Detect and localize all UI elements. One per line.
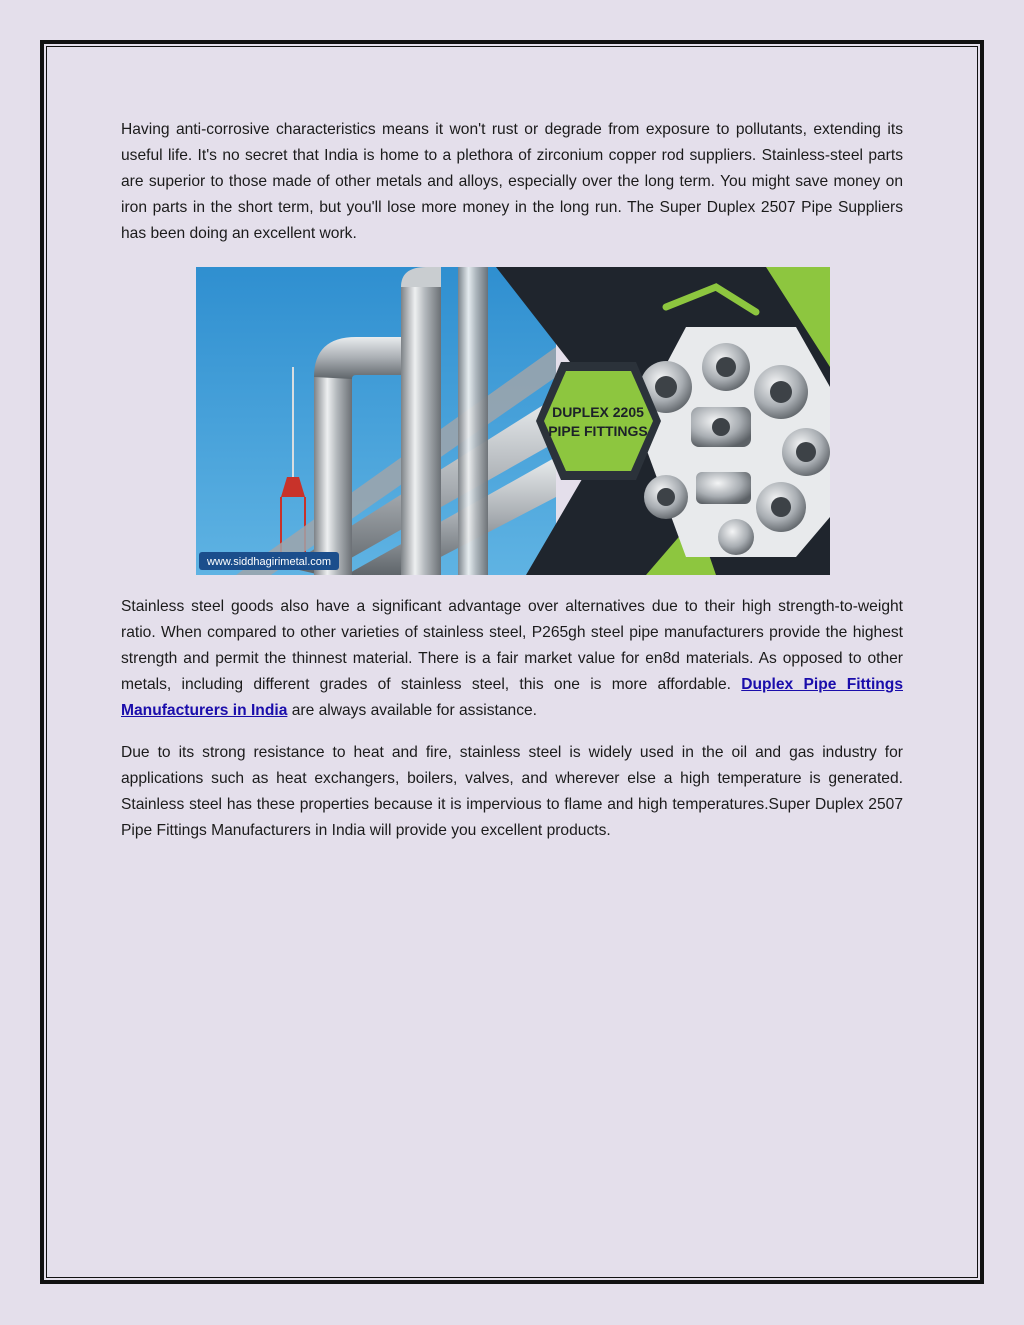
badge-line-1: DUPLEX 2205 xyxy=(552,404,644,420)
duplex-pipe-fittings-image xyxy=(196,267,830,575)
paragraph-strength-to-weight xyxy=(121,594,903,724)
badge-line-2: PIPE FITTINGS xyxy=(548,423,648,439)
paragraph-heat-resistance: Due to its strong resistance to heat and fire, stainless steel is widely used in the oil and gas industry for applications such as heat exchangers, boilers, valves, and wherever else a high temperature is generated. Stainless steel has these properties because it is impervious to flame and high temperatures.Super Duplex 2507 Pipe Fittings Manufacturers in India will provide you excellent products. xyxy=(121,744,903,839)
website-watermark: www.siddhagirimetal.com xyxy=(206,556,332,568)
paragraph-anti-corrosive: Having anti-corrosive characteristics means it won't rust or degrade from exposure to pollutants, extending its useful life. It's no secret that India is home to a plethora of zirconium copper rod suppliers. Stainless-steel parts are superior to those made of other metals and alloys, especially over the long term. You might save money on iron parts in the short term, but you'll lose more money in the long run. The Super Duplex 2507 Pipe Suppliers has been doing an excellent work. xyxy=(121,121,903,242)
document-body xyxy=(121,117,903,844)
paragraph-2-tail: are always available for assistance. xyxy=(287,702,537,719)
duplex-pipe-fittings-link[interactable]: Duplex Pipe Fittings Manufacturers in India xyxy=(121,676,903,719)
paragraph-2-text: Stainless steel goods also have a significant advantage over alternatives due to their high strength-to-weight ratio. When compared to other varieties of stainless steel, P265gh steel pipe manufacturers provide the highest strength and permit the thinnest material. There is a fair market value for en8d materials. As opposed to other metals, including different grades of stainless steel, this one is more affordable. xyxy=(121,598,903,693)
